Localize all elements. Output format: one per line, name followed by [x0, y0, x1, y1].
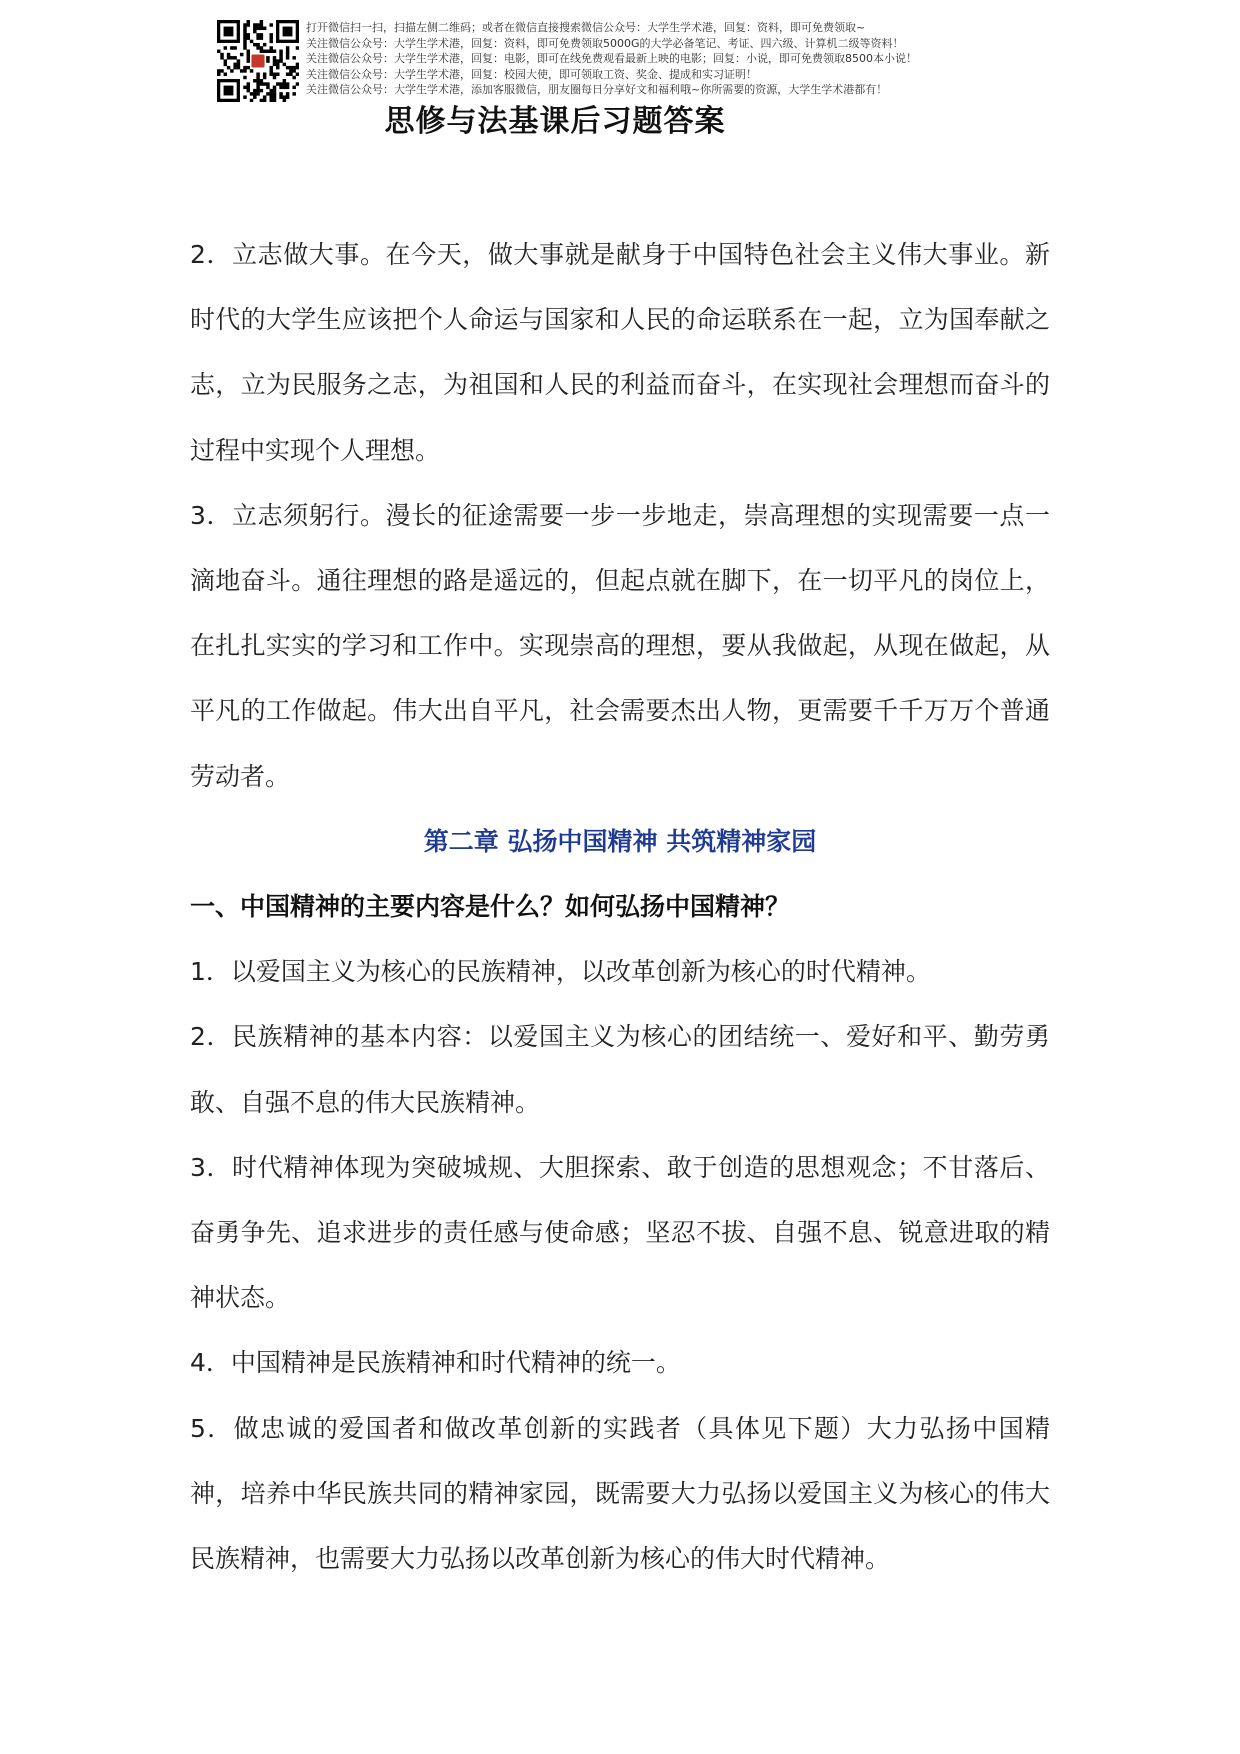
qr-code	[217, 20, 299, 102]
header-promo-lines	[306, 20, 1006, 98]
paragraph: 3．时代精神体现为突破城规、大胆探索、敢于创造的思想观念；不甘落后、奋勇争先、追求进步的责任感与使命感；坚忍不拔、自强不息、锐意进取的精神状态。	[190, 1152, 1050, 1313]
paragraph: 4．中国精神是民族精神和时代精神的统一。	[190, 1348, 681, 1378]
question-heading: 一、中国精神的主要内容是什么？如何弘扬中国精神？	[190, 892, 791, 922]
qr-code-image	[217, 20, 299, 102]
paragraph: 5．做忠诚的爱国者和做改革创新的实践者（具体见下题）大力弘扬中国精神，培养中华民族共同的精神家园，既需要大力弘扬以爱国主义为核心的伟大民族精神，也需要大力弘扬以改革创新为核心的伟大时代精神。	[190, 1413, 1050, 1574]
paragraph: 3．立志须躬行。漫长的征途需要一步一步地走，崇高理想的实现需要一点一滴地奋斗。通往理想的路是遥远的，但起点就在脚下，在一切平凡的岗位上，在扎扎实实的学习和工作中。实现崇高的理想，要从我做起，从现在做起，从平凡的工作做起。伟大出自平凡，社会需要杰出人物，更需要千千万万个普通劳动者。	[190, 500, 1050, 791]
document-body	[190, 222, 1050, 1591]
document-title: 思修与法基课后习题答案	[384, 104, 726, 139]
promo-line: 打开微信扫一扫，扫描左侧二维码；或者在微信直接搜索微信公众号：大学生学术港，回复：资料，即可免费领取~	[306, 21, 866, 34]
promo-line: 关注微信公众号：大学生学术港，添加客服微信，朋友圈每日分享好文和福利哦~你所需要的资源，大学生学术港都有！	[306, 83, 888, 96]
chapter-heading: 第二章 弘扬中国精神 共筑精神家园	[423, 826, 817, 856]
paragraph: 1．以爱国主义为核心的民族精神，以改革创新为核心的时代精神。	[190, 957, 931, 987]
promo-line: 关注微信公众号：大学生学术港，回复：电影，即可在线免费观看最新上映的电影；回复：小说，即可免费领取8500本小说！	[306, 52, 917, 65]
paragraph: 2．立志做大事。在今天，做大事就是献身于中国特色社会主义伟大事业。新时代的大学生应该把个人命运与国家和人民的命运联系在一起，立为国奉献之志，立为民服务之志，为祖国和人民的利益而奋斗，在实现社会理想而奋斗的过程中实现个人理想。	[190, 240, 1050, 465]
promo-line: 关注微信公众号：大学生学术港，回复：资料，即可免费领取5000G的大学必备笔记、考证、四六级、计算机二级等资料！	[306, 36, 904, 50]
promo-line: 关注微信公众号：大学生学术港，回复：校园大使，即可领取工资、奖金、提成和实习证明！	[306, 67, 757, 81]
paragraph: 2．民族精神的基本内容：以爱国主义为核心的团结统一、爱好和平、勤劳勇敢、自强不息的伟大民族精神。	[190, 1022, 1050, 1117]
